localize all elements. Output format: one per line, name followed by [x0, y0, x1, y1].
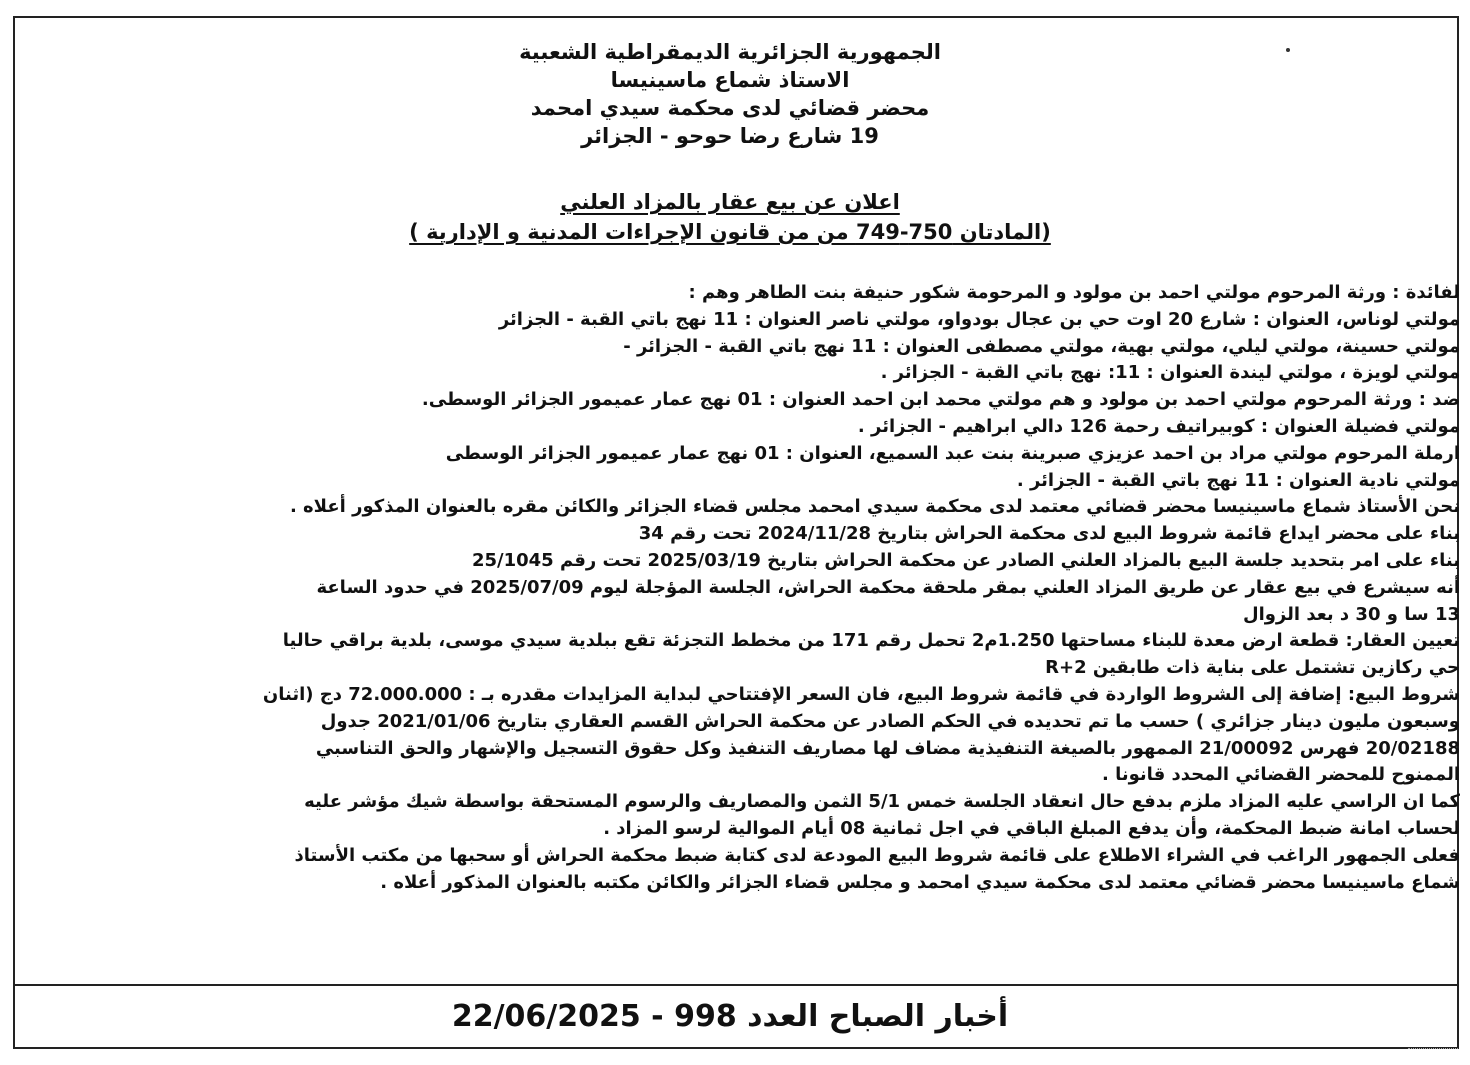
header-line-court: محضر قضائي لدى محكمة سيدي امحمد	[530, 96, 930, 120]
body-line: لحساب امانة ضبط المحكمة، وأن يدفع المبلغ الباقي في اجل ثمانية 08 أيام الموالية لرسو المزاد .	[603, 817, 1460, 839]
notice-title	[300, 187, 1160, 247]
body-line: مولتي نادية العنوان : 11 نهج باتي القبة - الجزائر .	[1016, 469, 1460, 491]
body-line: مولتي لويزة ، مولتي ليندة العنوان : 11: نهج باتي القبة - الجزائر .	[880, 362, 1460, 384]
footer-divider	[13, 984, 1459, 986]
body-line: لفائدة : ورثة المرحوم مولتي احمد بن مولود و المرحومة شكور حنيفة بنت الطاهر وهم :	[688, 282, 1460, 303]
body-line: وسبعون مليون دينار جزائري ) حسب ما تم تحديده في الحكم الصادر عن محكمة الحراش القسم العقاري بتاريخ 2021/01/06 جدول	[320, 710, 1460, 732]
body-line: كما ان الراسي عليه المزاد ملزم بدفع حال انعقاد الجلسة خمس 5/1 الثمن والمصاريف والرسوم المستحقة بواسطة شيك مؤشر عليه	[304, 791, 1460, 813]
body-line: 13 سا و 30 د بعد الزوال	[1242, 603, 1460, 625]
scan-dot	[1286, 48, 1290, 52]
newspaper-footer	[300, 992, 1160, 1042]
body-line: مولتي لوناس، العنوان : شارع 20 اوت حي بن عجال بودواو، مولتي ناصر العنوان : 11 نهج باتي القبة - الجزائر	[498, 308, 1460, 330]
body-line: شماع ماسينيسا محضر قضائي معتمد لدى محكمة سيدي امحمد و مجلس قضاء الجزائر والكائن مكتبه بالعنوان المذكور أعلاه .	[380, 871, 1460, 893]
body-line: نحن الأستاذ شماع ماسينيسا محضر قضائي معتمد لدى محكمة سيدي امحمد مجلس قضاء الجزائر والكائن مقره بالعنوان المذكور أعلاه .	[289, 496, 1460, 518]
body-line: بناء على امر بتحديد جلسة البيع بالمزاد العلني الصادر عن محكمة الحراش بتاريخ 2025/03/19 تحت رقم 25/1045	[471, 549, 1460, 571]
body-line: بناء على محضر ايداع قائمة شروط البيع لدى محكمة الحراش بتاريخ 2024/11/28 تحت رقم 34	[638, 523, 1460, 545]
notice-header	[300, 38, 1160, 150]
header-line-republic: الجمهورية الجزائرية الديمقراطية الشعبية	[519, 40, 941, 64]
title-main: اعلان عن بيع عقار بالمزاد العلني	[560, 190, 900, 214]
body-line: تعيين العقار: قطعة ارض معدة للبناء مساحتها 1.250م2 تحمل رقم 171 من مخطط التجزئة تقع ببلدية سيدي موسى، بلدية براقي حاليا	[282, 630, 1460, 652]
newspaper-issue-date: أخبار الصباح العدد 998 - 22/06/2025	[451, 999, 1009, 1034]
body-line: ارملة المرحوم مولتي مراد بن احمد عزيزي صبرينة بنت عبد السميع، العنوان : 01 نهج عمار عميمور الجزائر الوسطى	[445, 442, 1460, 464]
body-line: حي ركازين تشتمل على بناية ذات طابقين R+2	[1045, 657, 1460, 679]
body-line: أنه سيشرع في بيع عقار عن طريق المزاد العلني بمقر ملحقة محكمة الحراش، الجلسة المؤجلة ليوم 2025/07/09 في حدود الساعة	[316, 576, 1460, 598]
body-line: الممنوح للمحضر القضائي المحدد قانونا .	[1102, 764, 1460, 786]
body-line: فعلى الجمهور الراغب في الشراء الاطلاع على قائمة شروط البيع المودعة لدى كتابة ضبط محكمة الحراش أو سحبها من مكتب الأستاذ	[294, 844, 1460, 866]
body-line: شروط البيع: إضافة إلى الشروط الواردة في قائمة شروط البيع، فان السعر الإفتتاحي لبداية المزايدات مقدره بـ : 72.000.000 دج (اثنان	[262, 683, 1460, 705]
header-line-bailiff-name: الاستاذ شماع ماسينيسا	[610, 68, 850, 92]
title-articles: (المادتان 750-749 من من قانون الإجراءات المدنية و الإدارية )	[409, 220, 1051, 244]
body-line: ضد : ورثة المرحوم مولتي احمد بن مولود و هم مولتي محمد ابن احمد العنوان : 01 نهج عمار عميمور الجزائر الوسطى.	[421, 389, 1460, 411]
header-line-address: 19 شارع رضا حوحو - الجزائر	[581, 124, 879, 148]
body-line: مولتي فضيلة العنوان : كوبيراتيف رحمة 126 دالي ابراهيم - الجزائر .	[857, 415, 1460, 437]
notice-body	[22, 280, 1460, 896]
body-line: 20/02188 فهرس 21/00092 الممهور بالصيغة التنفيذية مضاف لها مصاريف التنفيذ وكل حقوق التسجيل والإشهار والحق التناسبي	[315, 737, 1460, 759]
scan-artifact	[1408, 1048, 1458, 1059]
body-line: مولتي حسينة، مولتي ليلي، مولتي بهية، مولتي مصطفى العنوان : 11 نهج باتي القبة - الجزائر -	[623, 335, 1460, 357]
